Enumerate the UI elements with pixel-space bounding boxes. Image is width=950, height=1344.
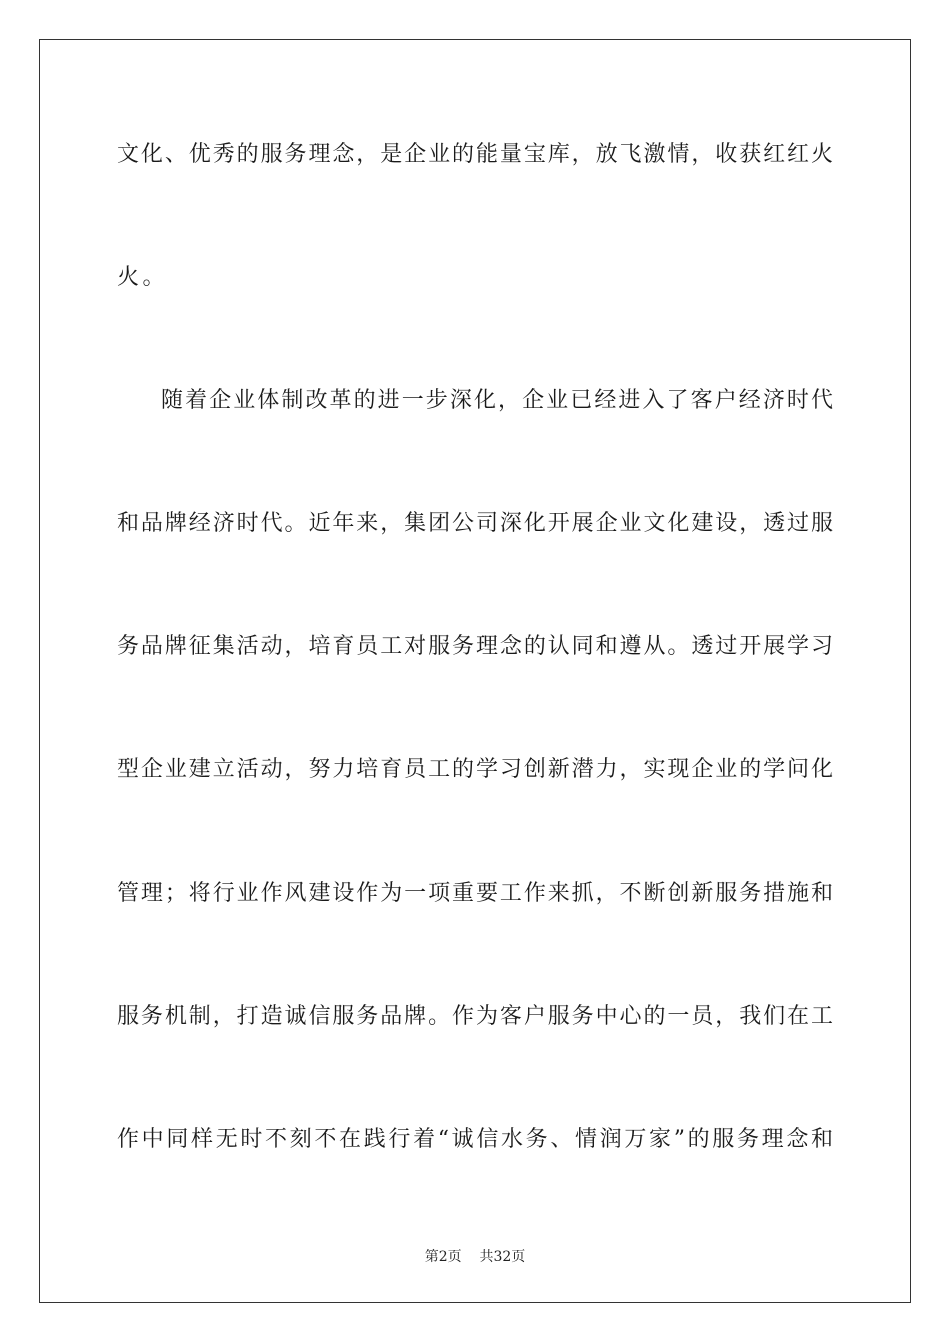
paragraph-line: 随着企业体制改革的进一步深化，企业已经进入了客户经济时代 xyxy=(161,388,833,413)
page-footer xyxy=(0,1248,950,1266)
page-total: 共32页 xyxy=(479,1249,526,1265)
paragraph-line: 务品牌征集活动，培育员工对服务理念的认同和遵从。透过开展学习 xyxy=(117,634,833,659)
paragraph-line: 作中同样无时不刻不在践行着“诚信水务、情润万家”的服务理念和 xyxy=(117,1127,833,1152)
page-number: 第2页 xyxy=(424,1249,462,1265)
paragraph-line: 文化、优秀的服务理念，是企业的能量宝库，放飞激情，收获红红火 xyxy=(117,142,833,167)
paragraph-line: 服务机制，打造诚信服务品牌。作为客户服务中心的一员，我们在工 xyxy=(117,1004,833,1029)
paragraph-line: 火。 xyxy=(117,265,169,290)
page-border xyxy=(39,39,911,1303)
paragraph-line: 和品牌经济时代。近年来，集团公司深化开展企业文化建设，透过服 xyxy=(117,511,833,536)
paragraph-line: 管理；将行业作风建设作为一项重要工作来抓，不断创新服务措施和 xyxy=(117,881,833,906)
paragraph-line: 型企业建立活动，努力培育员工的学习创新潜力，实现企业的学问化 xyxy=(117,757,833,782)
